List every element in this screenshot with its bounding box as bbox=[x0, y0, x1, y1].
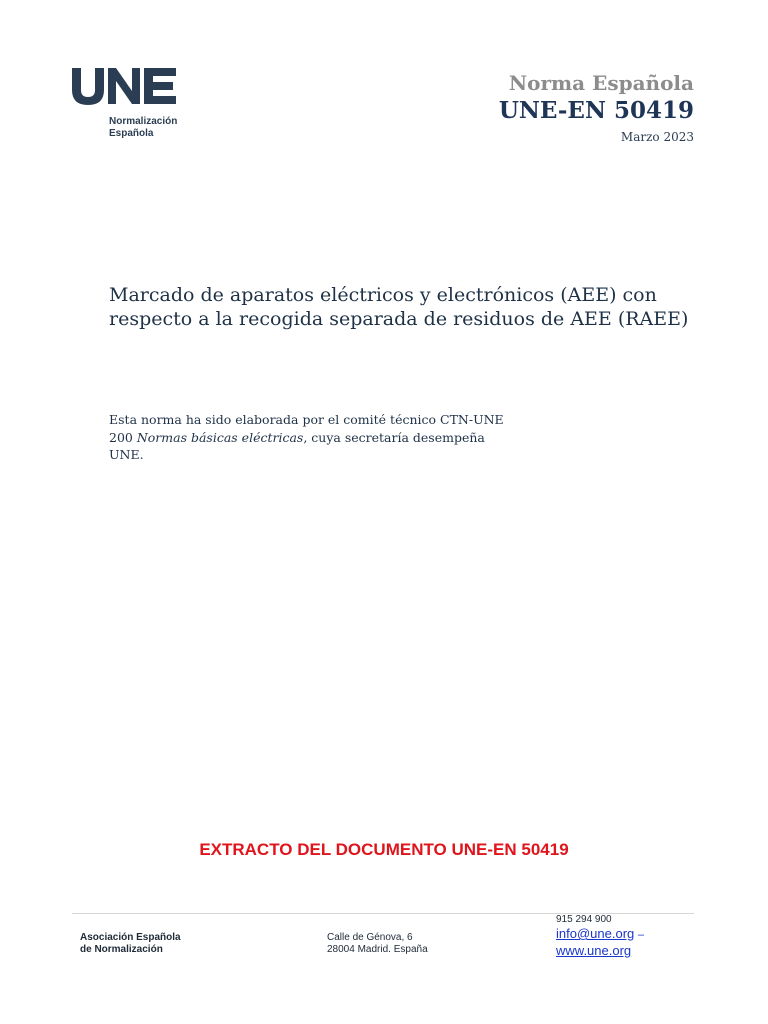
footer-contact bbox=[556, 914, 644, 958]
extract-notice: EXTRACTO DEL DOCUMENTO UNE-EN 50419 bbox=[199, 840, 569, 859]
committee-name: Normas básicas eléctricas bbox=[136, 429, 304, 445]
website-link[interactable]: www.une.org bbox=[556, 943, 632, 958]
address-line2: 28004 Madrid. España bbox=[327, 944, 428, 955]
contact-separator: – bbox=[637, 929, 644, 941]
footer-organization bbox=[80, 932, 181, 956]
footer-address bbox=[327, 932, 428, 956]
standard-type-label: Norma Española bbox=[508, 71, 694, 95]
standard-code: UNE-EN 50419 bbox=[498, 97, 694, 124]
web-line bbox=[556, 943, 644, 958]
org-name-line1: Asociación Española bbox=[80, 932, 181, 943]
phone-number: 915 294 900 bbox=[556, 914, 612, 925]
intro-paragraph bbox=[109, 411, 509, 464]
email-link[interactable]: info@une.org bbox=[556, 926, 635, 941]
logo-subtitle-line1: Normalización bbox=[109, 116, 178, 127]
email-line bbox=[556, 926, 644, 943]
une-logo bbox=[72, 66, 182, 140]
logo-subtitle bbox=[109, 116, 182, 140]
document-title: Marcado de aparatos eléctricos y electrónicos (AEE) con respecto a la recogida separada de residuos de AEE (RAEE) bbox=[109, 284, 689, 330]
org-name-line2: de Normalización bbox=[80, 944, 163, 955]
standard-header bbox=[499, 70, 694, 144]
une-wordmark-icon bbox=[72, 66, 178, 106]
intro-text-part1: Esta norma ha sido elaborada por el comité técnico CTN-UNE 200 bbox=[109, 412, 504, 445]
publication-date: Marzo 2023 bbox=[620, 130, 694, 144]
intro-text-part2: , cuya secretaría desempeña UNE. bbox=[109, 429, 485, 462]
logo-subtitle-line2: Española bbox=[109, 128, 154, 139]
address-line1: Calle de Génova, 6 bbox=[327, 932, 413, 943]
